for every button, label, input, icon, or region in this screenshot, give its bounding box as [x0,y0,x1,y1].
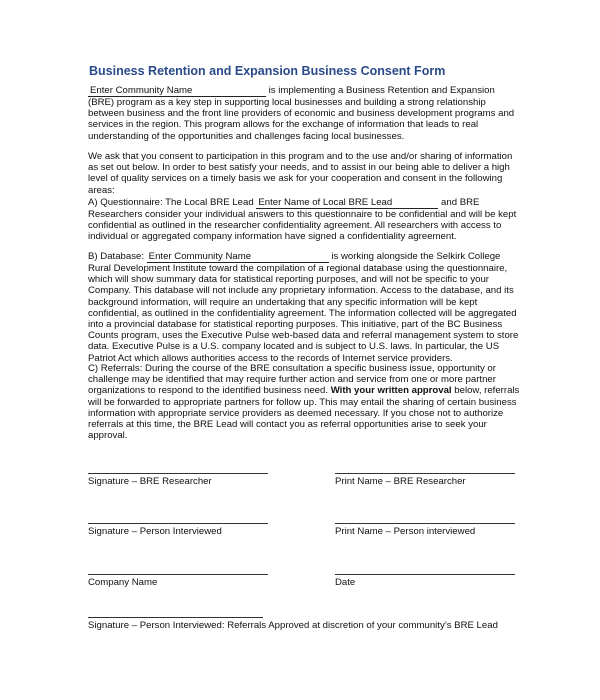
section-a-prefix: A) Questionnaire: The Local BRE Lead [88,197,254,208]
signature-referrals-approved-line[interactable] [88,617,263,618]
intro-paragraph [88,85,520,142]
print-name-person-interviewed-label: Print Name – Person interviewed [335,526,476,537]
signature-bre-researcher-label: Signature – BRE Researcher [88,476,212,487]
company-name-line[interactable] [88,574,268,575]
section-b-database [88,251,520,364]
section-a-questionnaire [88,197,520,243]
bre-lead-name-field[interactable]: Enter Name of Local BRE Lead [256,198,438,209]
section-c-text-after: below, referrals will be forwarded to appropriate partners for follow up. This may entail the sharing of certain business information with appropriate service providers as deemed necessary. If you chose not to authorize referrals at this time, the BRE Lead will contact you as referral opportunities arise to seek your approval. [88,385,520,442]
form-title: Business Retention and Expansion Business Consent Form [89,64,446,78]
date-label: Date [335,577,356,588]
print-name-bre-researcher-line[interactable] [335,473,515,474]
company-name-label: Company Name [88,577,158,588]
date-line[interactable] [335,574,515,575]
intro-text: is implementing a Business Retention and Expansion (BRE) program as a key step in supporting local businesses and building a strong relationship between business and the front line providers of economic and business development programs and services in the region. This program allows for the exchange of information that leads to real understanding of the opportunities and challenges facing local businesses. [88,85,515,142]
section-b-text: is working alongside the Selkirk College Rural Development Institute toward the compilation of a regional database using the questionnaire, which will show summary data for statistical reporting purposes, and will not be specific to your Company. This database will not include any proprietary information. Access to the database, and its background information, will require an undertaking that any specific information will be kept confidential, as outlined in the confidentiality agreement. The information collected will be aggregated into a provincial database for statistical reporting purposes. This initiative, part of the BC Business Counts program, uses the Executive Pulse web-based data and referral management system to store data. Executive Pulse is a U.S. company located and is subject to U.S. laws. In particular, the US Patriot Act which allows authorities access to the records of Internet service providers. [88,251,519,364]
section-c-text-before: C) Referrals: During the course of the BRE consultation a specific business issue, opportunity or challenge may be identified that may require further action and service from one or more partner organizations to respond to the identified business need. [88,363,496,397]
section-c-referrals [88,363,520,441]
written-approval-emphasis: With your written approval [330,385,452,397]
signature-person-interviewed-label: Signature – Person Interviewed [88,526,222,537]
signature-person-interviewed-line[interactable] [88,523,268,524]
print-name-bre-researcher-label: Print Name – BRE Researcher [335,476,466,487]
signature-bre-researcher-line[interactable] [88,473,268,474]
consent-paragraph: We ask that you consent to participation in this program and to the use and/or sharing of information as set out below. In order to best satisfy your needs, and to assist in our being able to deliver a high level of quality services on a timely basis we ask for your cooperation and consent in the following areas: [88,151,513,196]
print-name-person-interviewed-line[interactable] [335,523,515,524]
section-a-text: and BRE Researchers consider your individual answers to this questionnaire to be confidential and will be kept confidential as outlined in the researcher confidentiality agreement. All researchers with access to individual or aggregated company information have signed a confidentiality agreement. [88,197,517,243]
database-community-name-field[interactable]: Enter Community Name [147,252,329,263]
signature-referrals-approved-label: Signature – Person Interviewed: Referrals Approved at discretion of your community’s BRE Lead [88,620,498,631]
community-name-field[interactable]: Enter Community Name [88,86,266,97]
section-b-prefix: B) Database: [88,251,144,262]
